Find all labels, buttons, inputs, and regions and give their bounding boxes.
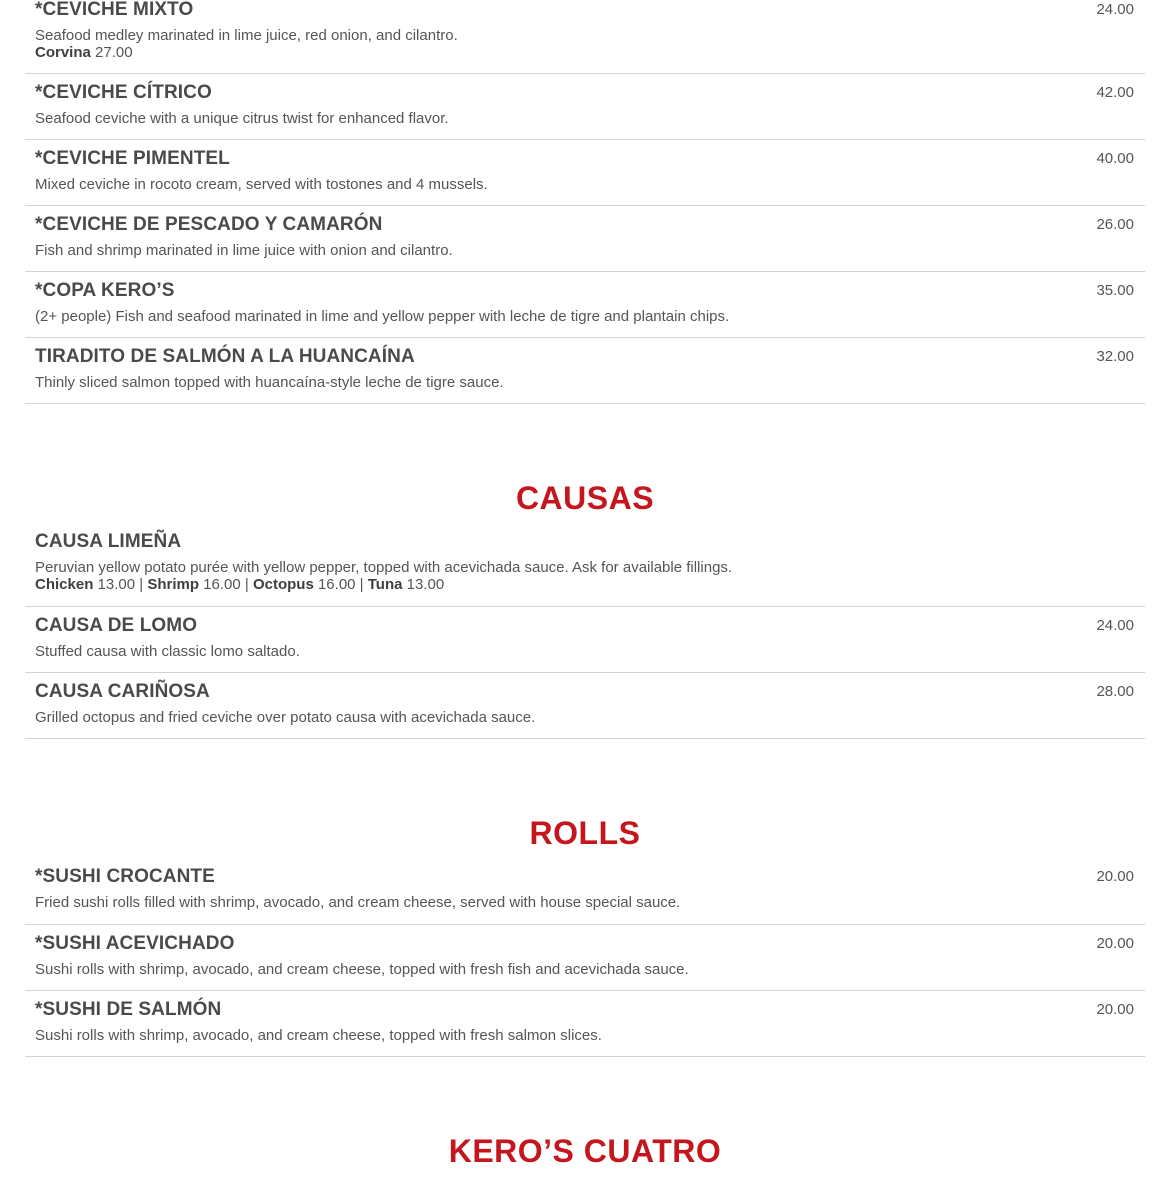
menu-item	[25, 74, 1145, 140]
item-description: Seafood ceviche with a unique citrus twist for enhanced flavor.	[35, 110, 449, 127]
menu-item	[25, 338, 1145, 404]
item-price: 20.00	[1096, 935, 1134, 952]
section-title-keros-cuatro: KERO’S CUATRO	[448, 1133, 722, 1169]
menu-item	[25, 925, 1145, 991]
option-price: 16.00	[203, 576, 241, 593]
item-description: Fish and shrimp marinated in lime juice with onion and cilantro.	[35, 242, 453, 259]
section-title-rolls: ROLLS	[529, 815, 641, 851]
item-name: *CEVICHE MIXTO	[35, 0, 194, 20]
menu-item	[25, 0, 1145, 74]
ceviche-list	[25, 0, 1145, 404]
option-label: Chicken	[35, 576, 94, 593]
item-description: Peruvian yellow potato purée with yellow pepper, topped with acevichada sauce. Ask for available fillings.	[35, 559, 733, 576]
option-label: Octopus	[252, 576, 314, 593]
menu-item	[25, 206, 1145, 272]
section-title-causas: CAUSAS	[515, 480, 655, 516]
option-price: 13.00	[97, 576, 136, 593]
item-description: Grilled octopus and fried ceviche over potato causa with acevichada sauce.	[35, 709, 536, 726]
item-description: Seafood medley marinated in lime juice, red onion, and cilantro.	[35, 27, 458, 44]
item-name: CAUSA LIMEÑA	[35, 531, 182, 552]
item-name: CAUSA DE LOMO	[35, 615, 198, 636]
rolls-list	[25, 867, 1145, 1057]
item-price: 20.00	[1096, 868, 1134, 885]
item-name: *CEVICHE PIMENTEL	[35, 148, 230, 169]
item-name: *SUSHI ACEVICHADO	[35, 933, 235, 954]
option-separator: |	[355, 576, 368, 593]
item-price: 28.00	[1096, 683, 1134, 700]
menu-item	[25, 673, 1145, 739]
menu-item	[25, 991, 1145, 1057]
option-label: Tuna	[367, 576, 403, 593]
item-price: 42.00	[1096, 84, 1134, 101]
item-options	[35, 576, 1134, 593]
option-separator: |	[240, 576, 253, 593]
item-name: *CEVICHE DE PESCADO Y CAMARÓN	[35, 214, 383, 235]
menu-item	[25, 272, 1145, 338]
item-description: Mixed ceviche in rocoto cream, served with tostones and 4 mussels.	[35, 176, 488, 193]
option-label: Corvina	[35, 44, 91, 61]
item-name: TIRADITO DE SALMÓN A LA HUANCAÍNA	[35, 346, 415, 367]
option-label: Shrimp	[147, 576, 199, 593]
item-description: Sushi rolls with shrimp, avocado, and cream cheese, topped with fresh fish and acevichada sauce.	[35, 961, 689, 978]
causas-list	[25, 532, 1145, 739]
item-description: (2+ people) Fish and seafood marinated in lime and yellow pepper with leche de tigre and plantain chips.	[35, 308, 730, 325]
item-description: Stuffed causa with classic lomo saltado.	[35, 643, 300, 660]
item-name: *SUSHI DE SALMÓN	[35, 999, 222, 1020]
item-options	[35, 44, 1134, 61]
item-price: 40.00	[1096, 150, 1134, 167]
item-description: Sushi rolls with shrimp, avocado, and cream cheese, topped with fresh salmon slices.	[35, 1027, 602, 1044]
menu-item	[25, 532, 1145, 607]
item-name: CAUSA CARIÑOSA	[35, 681, 210, 702]
option-price: 27.00	[95, 44, 133, 61]
item-price: 26.00	[1096, 216, 1134, 233]
item-description: Thinly sliced salmon topped with huancaína-style leche de tigre sauce.	[35, 374, 504, 391]
menu-item	[25, 140, 1145, 206]
option-price: 13.00	[406, 576, 445, 593]
item-price: 20.00	[1096, 1001, 1134, 1018]
item-name: *CEVICHE CÍTRICO	[35, 82, 212, 103]
item-name: *COPA KERO’S	[35, 280, 175, 301]
item-price: 24.00	[1096, 1, 1134, 18]
menu-item	[25, 867, 1145, 925]
item-description: Fried sushi rolls filled with shrimp, avocado, and cream cheese, served with house special sauce.	[35, 894, 681, 911]
menu-item	[25, 607, 1145, 673]
option-price: 16.00	[317, 576, 356, 593]
item-price: 35.00	[1096, 282, 1134, 299]
item-price: 32.00	[1096, 348, 1134, 365]
option-separator: |	[135, 576, 148, 593]
item-price: 24.00	[1096, 617, 1134, 634]
item-name: *SUSHI CROCANTE	[35, 866, 215, 887]
